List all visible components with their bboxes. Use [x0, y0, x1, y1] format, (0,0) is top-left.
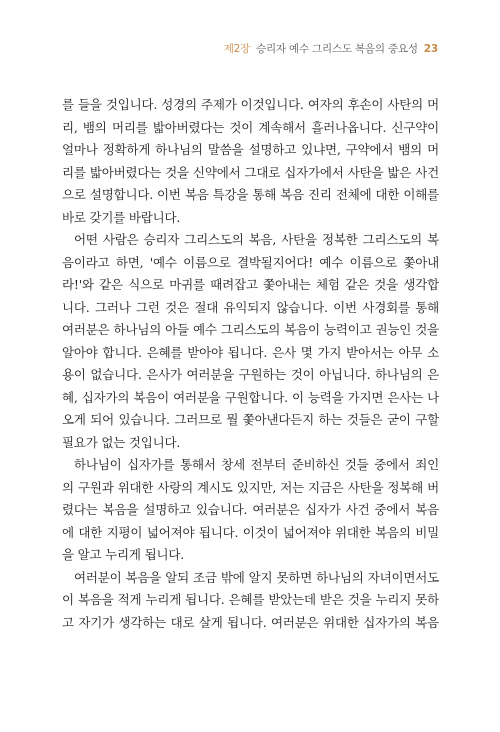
- text-line: 얼마나 정확하게 하나님의 말씀을 설명하고 있냐면, 구약에서 뱀의 머: [62, 142, 439, 157]
- text-line: 리를 밟아버렸다는 것을 신약에서 그대로 십자가에서 사탄을 밟은 사건: [62, 164, 439, 180]
- text-line: 알아야 합니다. 은혜를 받아야 됩니다. 은사 몇 가지 받아서는 아무 소: [62, 344, 439, 360]
- text-line: 용이 없습니다. 은사가 여러분을 구원하는 것이 아닙니다. 하나님의 은: [62, 367, 439, 382]
- text-line: 를 들을 것입니다. 성경의 주제가 이것입니다. 여자의 후손이 사탄의 머: [62, 97, 439, 112]
- text-line: 에 대한 지평이 넓어져야 됩니다. 이것이 넓어져야 위대한 복음의 비밀: [62, 524, 439, 540]
- paragraph-1: [62, 94, 439, 229]
- paragraph-3: [62, 454, 439, 567]
- text-line: 오게 되어 있습니다. 그러므로 뭘 쫓아낸다든지 하는 것들은 굳이 구할: [62, 412, 439, 427]
- chapter-label: 제2장: [223, 43, 251, 55]
- text-line: 바로 갖기를 바랍니다.: [62, 209, 181, 225]
- body-text: [62, 94, 439, 634]
- text-line: 여러분은 하나님의 아들 예수 그리스도의 복음이 능력이고 권능인 것을: [62, 322, 439, 337]
- text-line: 하나님이 십자가를 통해서 창세 전부터 준비하신 것들 중에서 죄인: [74, 457, 439, 472]
- text-line: 필요가 없는 것입니다.: [62, 434, 181, 450]
- text-line: 이 복음을 적게 누리게 됩니다. 은혜를 받았는데 받은 것을 누리지 못하: [62, 592, 439, 607]
- text-line: 어떤 사람은 승리자 그리스도의 복음, 사탄을 정복한 그리스도의 복: [74, 232, 439, 247]
- text-line: 의 구원과 위대한 사랑의 계시도 있지만, 저는 지금은 사탄을 정복해 버: [62, 479, 439, 495]
- paragraph-2: [62, 229, 439, 454]
- text-line: 렸다는 복음을 설명하고 있습니다. 여러분은 십자가 사건 중에서 복음: [62, 502, 439, 517]
- paragraph-4: [62, 567, 439, 635]
- text-line: 으로 설명합니다. 이번 복음 특강을 통해 복음 진리 전체에 대한 이해를: [62, 187, 439, 202]
- text-line: 리, 뱀의 머리를 밟아버렸다는 것이 계속해서 흘러나옵니다. 신구약이: [62, 119, 439, 135]
- text-line: 음이라고 하면, '예수 이름으로 결박될지어다! 예수 이름으로 쫓아내: [62, 254, 439, 270]
- text-line: 혜, 십자가의 복음이 여러분을 구원합니다. 이 능력을 가지면 은사는 나: [62, 389, 439, 405]
- page-number: 23: [423, 43, 438, 55]
- text-line: 을 알고 누리게 됩니다.: [62, 547, 184, 562]
- chapter-title: 승리자 예수 그리스도 복음의 중요성: [256, 43, 418, 55]
- text-line: 여러분이 복음을 알되 조금 밖에 알지 못하면 하나님의 자녀이면서도: [74, 569, 439, 585]
- text-line: 라!'와 같은 식으로 마귀를 때려잡고 쫓아내는 체험 같은 것을 생각합: [62, 277, 439, 292]
- text-line: 고 자기가 생각하는 대로 살게 됩니다. 여러분은 위대한 십자가의 복음: [62, 614, 439, 630]
- running-header: [224, 41, 438, 56]
- text-line: 니다. 그러나 그런 것은 절대 유익되지 않습니다. 이번 사경회를 통해: [62, 299, 439, 315]
